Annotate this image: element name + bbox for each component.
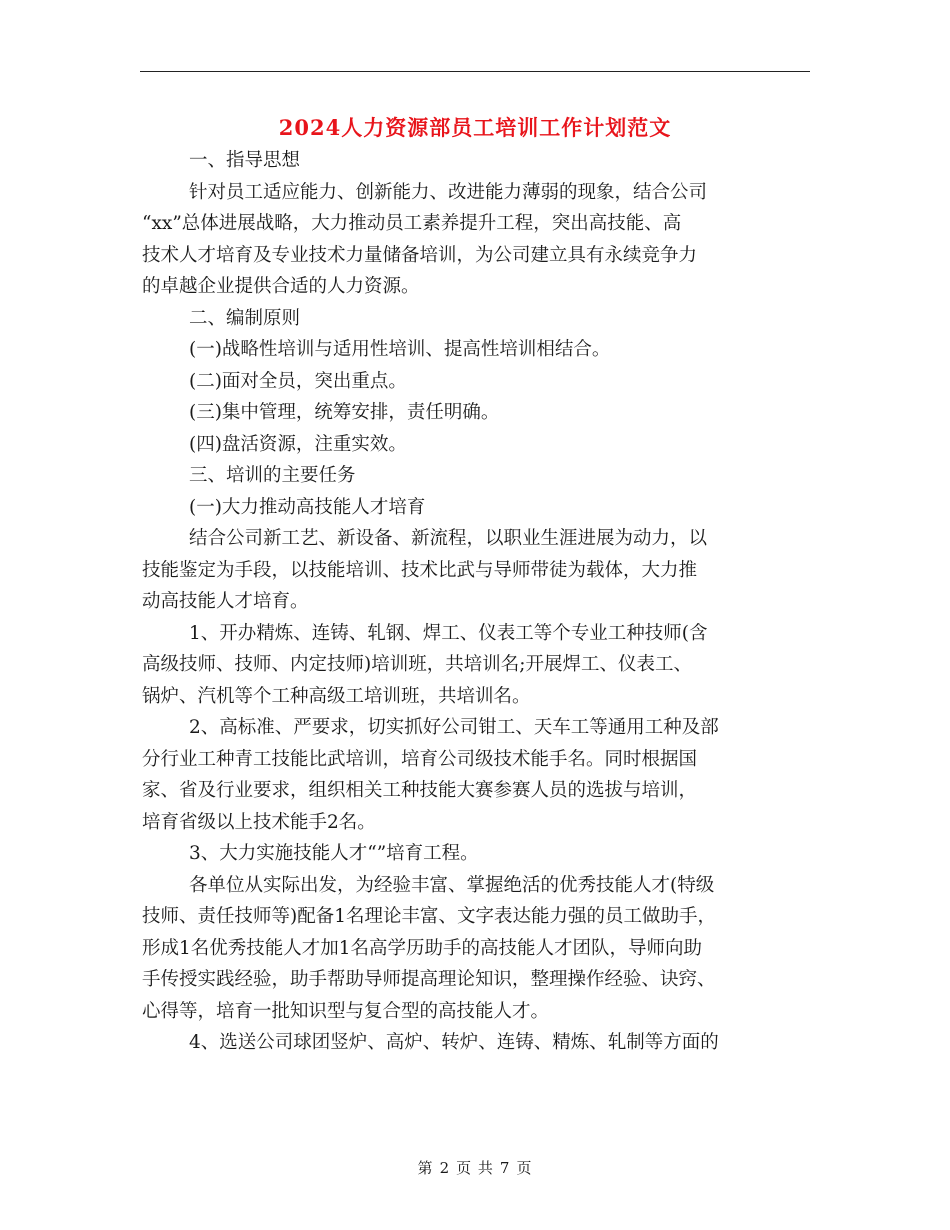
paragraph <box>142 145 808 177</box>
footer-suffix: 页 <box>516 1159 533 1177</box>
paragraph <box>142 1027 808 1059</box>
page-footer <box>0 1157 950 1178</box>
text-line: 家、省及行业要求，组织相关工种技能大赛参赛人员的选拔与培训， <box>142 780 698 801</box>
paragraph <box>142 523 808 618</box>
text-line: 培育省级以上技术能手2名。 <box>142 811 376 833</box>
text-line: 结合公司新工艺、新设备、新流程，以职业生涯进展为动力，以 <box>189 528 708 549</box>
text-line: 形成1名优秀技能人才加1名高学历助手的高技能人才团队，导师向助 <box>142 937 703 959</box>
text-line: 锅炉、汽机等个工种高级工培训班，共培训名。 <box>142 685 531 707</box>
text-line: 各单位从实际出发，为经验丰富、掌握绝活的优秀技能人才(特级 <box>189 874 715 896</box>
text-line: 二、编制原则 <box>189 307 301 329</box>
paragraph <box>142 460 808 492</box>
paragraph <box>142 366 808 398</box>
text-line: 技师、责任技师等)配备1名理论丰富、文字表达能力强的员工做助手， <box>142 906 716 927</box>
text-line: (一)战略性培训与适用性培训、提高性培训相结合。 <box>189 339 611 360</box>
text-line: 心得等，培育一批知识型与复合型的高技能人才。 <box>142 1000 550 1022</box>
paragraph <box>142 334 808 366</box>
text-line: 一、指导思想 <box>189 150 301 171</box>
paragraph <box>142 397 808 429</box>
text-line: 高级技师、技师、内定技师)培训班，共培训名;开展焊工、仪表工、 <box>142 654 692 675</box>
text-line: 手传授实践经验，助手帮助导师提高理论知识，整理操作经验、诀窍、 <box>142 969 716 990</box>
document-title: 2024人力资源部员工培训工作计划范文 <box>278 115 672 140</box>
header-rule <box>140 71 810 72</box>
paragraph <box>142 177 808 303</box>
paragraph <box>142 303 808 335</box>
text-line: 动高技能人才培育。 <box>142 591 309 612</box>
text-line: 技能鉴定为手段，以技能培训、技术比武与导师带徒为载体，大力推 <box>142 559 698 581</box>
footer-middle: 页 共 <box>456 1159 494 1177</box>
text-line: (四)盘活资源，注重实效。 <box>189 433 407 455</box>
paragraph <box>142 870 808 1028</box>
footer-total-pages: 7 <box>499 1159 511 1177</box>
text-line: 3、大力实施技能人才“”培育工程。 <box>189 843 479 864</box>
footer-prefix: 第 <box>417 1159 434 1177</box>
paragraph <box>142 618 808 713</box>
document-body <box>142 145 808 1059</box>
text-line: 技术人才培育及专业技术力量储备培训，为公司建立具有永续竞争力 <box>142 244 698 266</box>
text-line: 分行业工种青工技能比武培训，培育公司级技术能手名。同时根据国 <box>142 748 698 770</box>
text-line: 2、高标准、严要求，切实抓好公司钳工、天车工等通用工种及部 <box>189 717 719 738</box>
text-line: (三)集中管理，统筹安排，责任明确。 <box>189 402 500 423</box>
text-line: 三、培训的主要任务 <box>189 465 356 486</box>
paragraph <box>142 429 808 461</box>
paragraph <box>142 838 808 870</box>
text-line: 4、选送公司球团竖炉、高炉、转炉、连铸、精炼、轧制等方面的 <box>189 1032 719 1053</box>
text-line: (二)面对全员，突出重点。 <box>189 370 407 392</box>
text-line: (一)大力推动高技能人才培育 <box>189 496 426 518</box>
footer-page-number: 2 <box>439 1159 451 1177</box>
text-line: “xx”总体进展战略，大力推动员工素养提升工程，突出高技能、高 <box>142 213 682 234</box>
text-line: 针对员工适应能力、创新能力、改进能力薄弱的现象，结合公司 <box>189 181 708 203</box>
paragraph <box>142 492 808 524</box>
paragraph <box>142 712 808 838</box>
text-line: 1、开办精炼、连铸、轧钢、焊工、仪表工等个专业工种技师(含 <box>189 622 708 644</box>
text-line: 的卓越企业提供合适的人力资源。 <box>142 276 420 297</box>
